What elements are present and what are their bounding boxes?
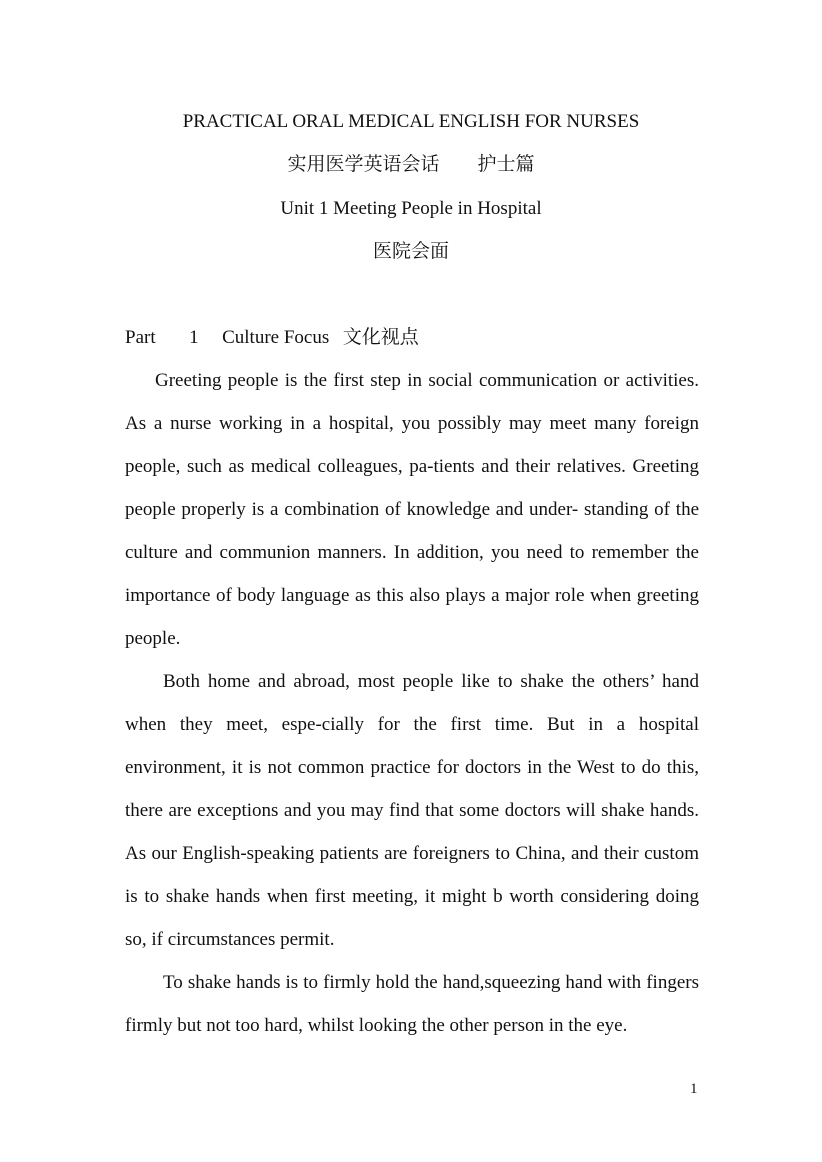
- part-title-chinese: 文化视点: [342, 327, 419, 348]
- document-subtitle-chinese: [0, 153, 822, 177]
- title-english: PRACTICAL ORAL MEDICAL ENGLISH FOR NURSES: [182, 111, 640, 132]
- unit-title: [0, 197, 822, 221]
- part-heading: [125, 326, 419, 350]
- document-title: [0, 110, 822, 134]
- paragraph-shaking-hands: Both home and abroad, most people like to shake the others’ hand when they meet, espe-cially for the first time. But in a hospital environment, it is not common practice for doctors in the West to do this, there are exceptions and you may find that some doctors will shake hands. As our English-speaking patients are foreigners to China, and their custom is to shake hands when first meeting, it might b worth considering doing so, if circumstances permit.: [125, 671, 699, 950]
- paragraph-how-to-shake: To shake hands is to firmly hold the hand,squeezing hand with fingers firmly but not too hard, whilst looking the other person in the eye.: [125, 972, 699, 1036]
- title-chinese: 实用医学英语会话: [287, 154, 440, 175]
- page-number: 1: [690, 1081, 698, 1097]
- unit-title-chinese-line: [0, 240, 822, 264]
- unit-title-chinese: 医院会面: [372, 241, 449, 262]
- part-label: Part: [125, 327, 156, 348]
- unit-title-english: Unit 1 Meeting People in Hospital: [280, 198, 542, 219]
- paragraph-greeting: Greeting people is the first step in social communication or activities. As a nurse working in a hospital, you possibly may meet many foreign people, such as medical colleagues, pa-tients and their relatives. Greeting people properly is a combination of knowledge and under- standing of the culture and communion manners. In addition, you need to remember the importance of body language as this also plays a major role when greeting people.: [125, 370, 699, 649]
- title-chinese-section: 护士篇: [477, 154, 535, 175]
- body-text: [125, 359, 699, 1047]
- part-title-english: Culture Focus: [222, 327, 330, 348]
- part-number: 1: [189, 327, 199, 348]
